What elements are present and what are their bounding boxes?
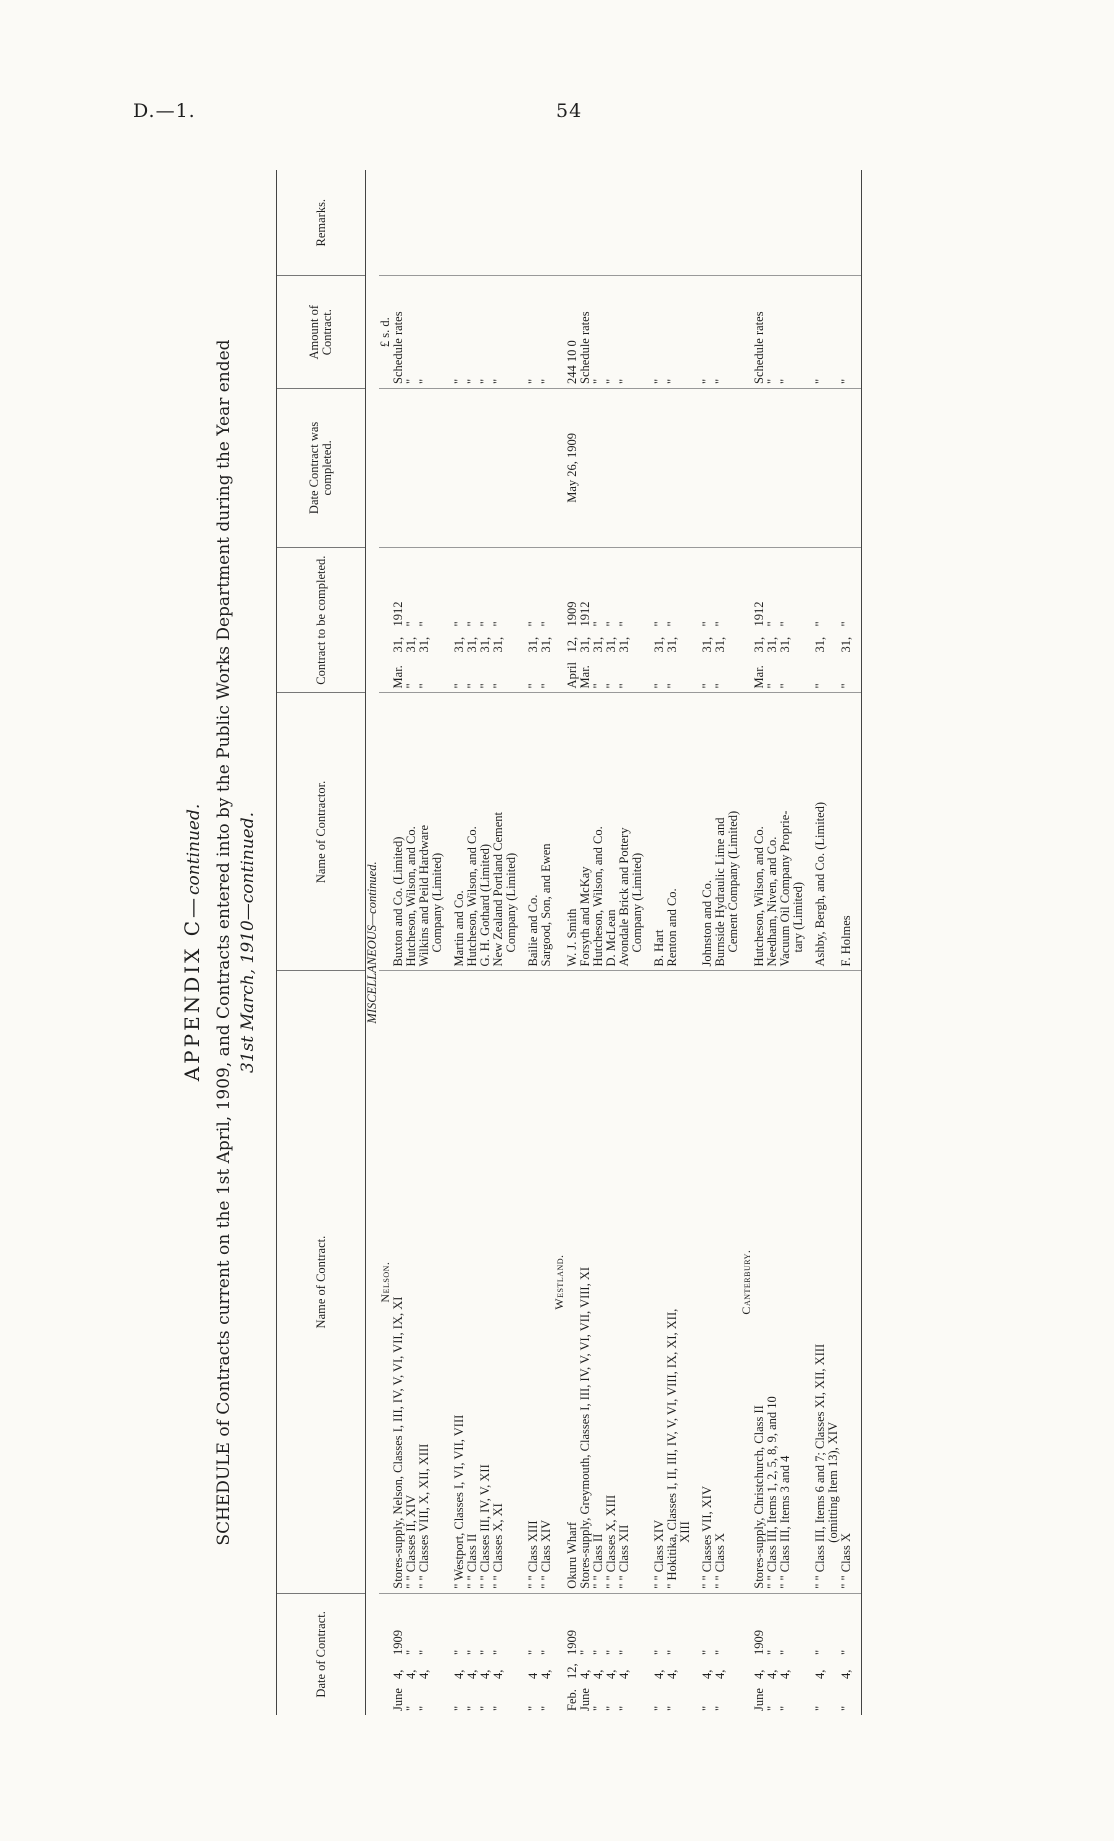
- to-be-completed-cell: April12,1909: [566, 547, 579, 693]
- contract-name-cell: " " Classes X, XIII: [605, 971, 618, 1593]
- schedule-title-line2: 31st March, 1910—continued.: [238, 811, 258, 1074]
- remarks-cell: [492, 170, 518, 276]
- date-cell: "4,": [713, 1649, 727, 1711]
- date-cell: "4,": [778, 1649, 792, 1711]
- remarks-cell: [814, 170, 840, 276]
- section-westland: [553, 971, 566, 1593]
- contractor-cell: Johnston and Co.: [701, 693, 714, 971]
- to-be-completed-cell: "31,": [618, 547, 644, 693]
- table-row: [714, 170, 740, 1715]
- amount-cell: ": [814, 276, 840, 389]
- remarks-cell: [466, 170, 479, 276]
- contractor-cell: Forsyth and McKay: [579, 693, 592, 971]
- contract-name-cell: " " Class III, Items 6 and 7; Classes XI, XII, XIII (omitting Item 13), XIV: [814, 971, 840, 1593]
- completed-cell: [466, 388, 479, 547]
- completed-cell: [766, 388, 779, 547]
- contract-name-cell: Okuru Wharf: [566, 971, 579, 1593]
- contractor-cell: Avondale Brick and Pottery Company (Limited): [618, 693, 644, 971]
- date-cell: "4,": [839, 1649, 853, 1711]
- amount-cell: ": [714, 276, 740, 389]
- amount-cell: ": [779, 276, 805, 389]
- table-row: [666, 170, 692, 1715]
- contractor-cell: W. J. Smith: [566, 693, 579, 971]
- completed-cell: [753, 388, 766, 547]
- to-be-completed-cell: Mar.31,1912: [579, 547, 592, 693]
- completed-cell: [701, 388, 714, 547]
- contractor-cell: Burnside Hydraulic Lime and Cement Company (Limited): [714, 693, 740, 971]
- to-be-completed-cell: "31,": [492, 547, 518, 693]
- date-cell: "4,": [491, 1649, 505, 1711]
- contract-name-cell: " " Class XIII: [527, 971, 540, 1593]
- amount-cell: ": [701, 276, 714, 389]
- col-header-name: Name of Contract.: [277, 971, 366, 1593]
- remarks-cell: [618, 170, 644, 276]
- completed-cell: May 26, 1909: [566, 388, 579, 547]
- amount-cell: ": [466, 276, 479, 389]
- completed-cell: [592, 388, 605, 547]
- contractor-cell: Martin and Co.: [453, 693, 466, 971]
- contractor-cell: D. McLean: [605, 693, 618, 971]
- remarks-cell: [840, 170, 853, 276]
- schedule-title-line1: SCHEDULE of Contracts current on the 1st April, 1909, and Contracts entered into by the Public Works Department during the Year ended: [214, 339, 234, 1546]
- completed-cell: [405, 388, 418, 547]
- date-cell: "4,": [665, 1649, 679, 1711]
- completed-cell: [814, 388, 840, 547]
- amount-cell: ": [605, 276, 618, 389]
- section-nelson-label: Nelson.: [378, 1261, 392, 1303]
- remarks-cell: [701, 170, 714, 276]
- table-row: [840, 170, 853, 1715]
- contract-name-cell: " " Class XII: [618, 971, 644, 1593]
- to-be-completed-cell: "31,": [592, 547, 605, 693]
- contractor-cell: F. Holmes: [840, 693, 853, 971]
- completed-cell: [666, 388, 692, 547]
- date-cell: "4,": [539, 1649, 553, 1711]
- to-be-completed-cell: "31,": [666, 547, 692, 693]
- date-cell: "4,": [478, 1649, 492, 1711]
- amount-cell: ": [418, 276, 444, 389]
- amount-cell: ": [766, 276, 779, 389]
- remarks-cell: [579, 170, 592, 276]
- completed-cell: [527, 388, 540, 547]
- completed-cell: [579, 388, 592, 547]
- completed-cell: [618, 388, 644, 547]
- contract-name-cell: Stores-supply, Christchurch, Class II: [753, 971, 766, 1593]
- contract-name-cell: " " Class X: [840, 971, 853, 1593]
- to-be-completed-cell: "31,": [527, 547, 540, 693]
- remarks-cell: [714, 170, 740, 276]
- amount-cell: ": [540, 276, 553, 389]
- amount-cell: Schedule rates: [392, 276, 405, 389]
- amount-cell: ": [653, 276, 666, 389]
- contract-name-cell: " " Class III, Items 3 and 4: [779, 971, 805, 1593]
- date-cell: Feb.12,1909: [565, 1630, 579, 1711]
- to-be-completed-cell: Mar.31,1912: [392, 547, 405, 693]
- table-row: [814, 170, 840, 1715]
- to-be-completed-cell: Mar.31,1912: [753, 547, 766, 693]
- rotated-page-content: [180, 170, 1030, 1715]
- table-row: [540, 170, 553, 1715]
- remarks-cell: [766, 170, 779, 276]
- appendix-continued: continued.: [184, 803, 204, 895]
- amount-units: £ s. d.: [379, 276, 392, 389]
- amount-cell: 244 10 0: [566, 276, 579, 389]
- to-be-completed-cell: "31,": [653, 547, 666, 693]
- completed-cell: [453, 388, 466, 547]
- remarks-cell: [453, 170, 466, 276]
- amount-cell: ": [479, 276, 492, 389]
- contract-name-cell: " " Classes VII, XIV: [701, 971, 714, 1593]
- date-cell: "4,": [765, 1649, 779, 1711]
- to-be-completed-cell: "31,": [418, 547, 444, 693]
- remarks-cell: [418, 170, 444, 276]
- amount-cell: ": [618, 276, 644, 389]
- date-cell: "4": [526, 1649, 540, 1711]
- contracts-table: [276, 170, 862, 1715]
- amount-cell: ": [527, 276, 540, 389]
- date-cell: "4,": [591, 1649, 605, 1711]
- completed-cell: [605, 388, 618, 547]
- date-cell: "4,": [604, 1649, 618, 1711]
- remarks-cell: [753, 170, 766, 276]
- to-be-completed-cell: "31,": [479, 547, 492, 693]
- table-header-row: [277, 170, 366, 1715]
- contract-name-cell: " Hokitika, Classes I, II, III, IV, V, VI, VIII, IX, XI, XII, XIII: [666, 971, 692, 1593]
- table-row: [492, 170, 518, 1715]
- remarks-cell: [666, 170, 692, 276]
- completed-cell: [540, 388, 553, 547]
- contractor-cell: Wilkins and Peild Hardware Company (Limited): [418, 693, 444, 971]
- remarks-cell: [540, 170, 553, 276]
- contractor-cell: B. Hart: [653, 693, 666, 971]
- col-header-contractor: Name of Contractor.: [277, 693, 366, 971]
- col-header-amount: Amount of Contract.: [277, 276, 366, 389]
- contract-name-cell: " " Classes III, IV, V, XII: [479, 971, 492, 1593]
- completed-cell: [418, 388, 444, 547]
- contract-name-cell: " " Class II: [592, 971, 605, 1593]
- contract-name-cell: " Westport, Classes I, VI, VII, VIII: [453, 971, 466, 1593]
- table-row: [779, 170, 805, 1715]
- contract-name-cell: " " Class II: [466, 971, 479, 1593]
- amount-cell: ": [666, 276, 692, 389]
- contractor-cell: Needham, Niven, and Co.: [766, 693, 779, 971]
- contractor-cell: Hutcheson, Wilson, and Co.: [405, 693, 418, 971]
- page-reference: D.—1.: [133, 100, 196, 122]
- to-be-completed-cell: "31,": [405, 547, 418, 693]
- remarks-cell: [405, 170, 418, 276]
- amount-cell: ": [453, 276, 466, 389]
- completed-cell: [479, 388, 492, 547]
- remarks-cell: [605, 170, 618, 276]
- contractor-cell: Hutcheson, Wilson, and Co.: [753, 693, 766, 971]
- date-cell: June4,1909: [391, 1630, 405, 1711]
- section-westland-label: Westland.: [552, 1254, 566, 1310]
- amount-cell: Schedule rates: [753, 276, 766, 389]
- contract-name-cell: " " Classes VIII, X, XII, XIII: [418, 971, 444, 1593]
- amount-cell: ": [592, 276, 605, 389]
- section-canterbury-label: Canterbury.: [739, 1249, 753, 1315]
- to-be-completed-cell: "31,": [840, 547, 853, 693]
- contractor-cell: Bailie and Co.: [527, 693, 540, 971]
- contractor-cell: Sargood, Son, and Ewen: [540, 693, 553, 971]
- completed-cell: [392, 388, 405, 547]
- to-be-completed-cell: "31,": [466, 547, 479, 693]
- remarks-cell: [653, 170, 666, 276]
- date-cell: June4,1909: [752, 1630, 766, 1711]
- contractor-cell: New Zealand Portland Cement Company (Limited): [492, 693, 518, 971]
- to-be-completed-cell: "31,": [605, 547, 618, 693]
- contract-name-cell: " " Class XIV: [540, 971, 553, 1593]
- date-cell: "4,": [404, 1649, 418, 1711]
- date-cell: "4,": [417, 1649, 431, 1711]
- to-be-completed-cell: "31,": [701, 547, 714, 693]
- contractor-cell: G. H. Gothard (Limited): [479, 693, 492, 971]
- section-misc-label: MISCELLANEOUS—continued.: [365, 861, 379, 1024]
- amount-cell: ": [405, 276, 418, 389]
- completed-cell: [653, 388, 666, 547]
- completed-cell: [840, 388, 853, 547]
- date-cell: "4,": [652, 1649, 666, 1711]
- to-be-completed-cell: "31,": [766, 547, 779, 693]
- date-cell: "4,": [617, 1649, 631, 1711]
- remarks-cell: [592, 170, 605, 276]
- contractor-cell: Vacuum Oil Company Proprie- tary (Limited): [779, 693, 805, 971]
- to-be-completed-cell: "31,": [779, 547, 805, 693]
- completed-cell: [492, 388, 518, 547]
- appendix-title-text: APPENDIX C—: [180, 894, 204, 1082]
- col-header-date: Date of Contract.: [277, 1593, 366, 1715]
- contract-name-cell: " " Class X: [714, 971, 740, 1593]
- remarks-cell: [566, 170, 579, 276]
- to-be-completed-cell: "31,": [453, 547, 466, 693]
- to-be-completed-cell: "31,": [814, 547, 840, 693]
- to-be-completed-cell: "31,": [540, 547, 553, 693]
- remarks-cell: [779, 170, 805, 276]
- contractor-cell: Hutcheson, Wilson, and Co.: [466, 693, 479, 971]
- col-header-tobe: Contract to be completed.: [277, 547, 366, 693]
- page-number: 54: [556, 100, 583, 122]
- amount-cell: Schedule rates: [579, 276, 592, 389]
- date-cell: "4,": [813, 1649, 827, 1711]
- contractor-cell: Ashby, Bergh, and Co. (Limited): [814, 693, 840, 971]
- contract-name-cell: " " Classes II, XIV: [405, 971, 418, 1593]
- completed-cell: [714, 388, 740, 547]
- to-be-completed-cell: "31,": [714, 547, 740, 693]
- date-cell: "4,": [700, 1649, 714, 1711]
- contract-name-cell: " " Class XIV: [653, 971, 666, 1593]
- table-row: [418, 170, 444, 1715]
- amount-cell: ": [492, 276, 518, 389]
- contractor-cell: Buxton and Co. (Limited): [392, 693, 405, 971]
- contract-name-cell: Stores-supply, Nelson, Classes I, III, IV, V, VI, VII, IX, XI: [392, 971, 405, 1593]
- remarks-cell: [392, 170, 405, 276]
- remarks-cell: [527, 170, 540, 276]
- section-misc: [366, 170, 380, 1715]
- remarks-cell: [479, 170, 492, 276]
- date-cell: "4,": [465, 1649, 479, 1711]
- completed-cell: [779, 388, 805, 547]
- col-header-remarks: Remarks.: [277, 170, 366, 276]
- date-cell: "4,": [452, 1649, 466, 1711]
- table-row: [618, 170, 644, 1715]
- contractor-cell: Renton and Co.: [666, 693, 692, 971]
- contract-name-cell: " " Classes X, XI: [492, 971, 518, 1593]
- contract-name-cell: Stores-supply, Greymouth, Classes I, III, IV, V, VI, VII, VIII, XI: [579, 971, 592, 1593]
- col-header-completed: Date Contract was completed.: [277, 388, 366, 547]
- appendix-title: [180, 170, 204, 1715]
- date-cell: June4,": [578, 1649, 592, 1711]
- contractor-cell: Hutcheson, Wilson, and Co.: [592, 693, 605, 971]
- amount-cell: ": [840, 276, 853, 389]
- contract-name-cell: " " Class III, Items 1, 2, 5, 8, 9, and 10: [766, 971, 779, 1593]
